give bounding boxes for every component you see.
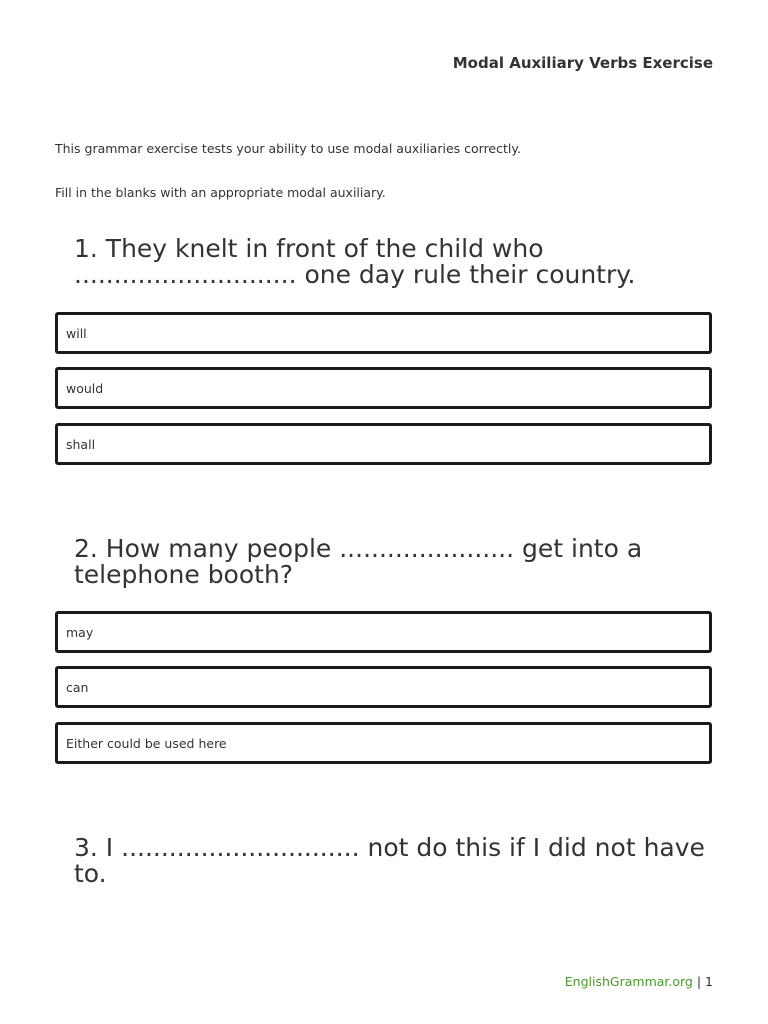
answer-option-label: would [66,381,104,396]
answer-option-will[interactable] [55,312,712,354]
answer-option-label: may [66,625,94,640]
answer-option-label: Either could be used here [66,736,227,751]
question-3: 3. I .............................. not do this if I did not have to. [74,833,705,888]
answer-option-may[interactable] [55,611,712,653]
intro-text: This grammar exercise tests your ability to use modal auxiliaries correctly. [55,141,521,156]
footer [565,974,713,989]
answer-option-would[interactable] [55,367,712,409]
question-2: 2. How many people ...................... get into a telephone booth? [74,534,643,589]
answer-option-label: shall [66,437,96,452]
site-link[interactable]: EnglishGrammar.org [564,974,693,989]
question-1: 1. They knelt in front of the child who ............................ one day rule their country. [74,234,636,289]
answer-option-can[interactable] [55,666,712,708]
answer-option-either[interactable] [55,722,712,764]
answer-option-label: can [66,680,89,695]
page-title: Modal Auxiliary Verbs Exercise [452,54,713,72]
instructions-text: Fill in the blanks with an appropriate modal auxiliary. [55,185,386,200]
footer-separator: | [692,974,706,989]
answer-option-shall[interactable] [55,423,712,465]
answer-option-label: will [66,326,87,341]
page-number: 1 [705,974,713,989]
